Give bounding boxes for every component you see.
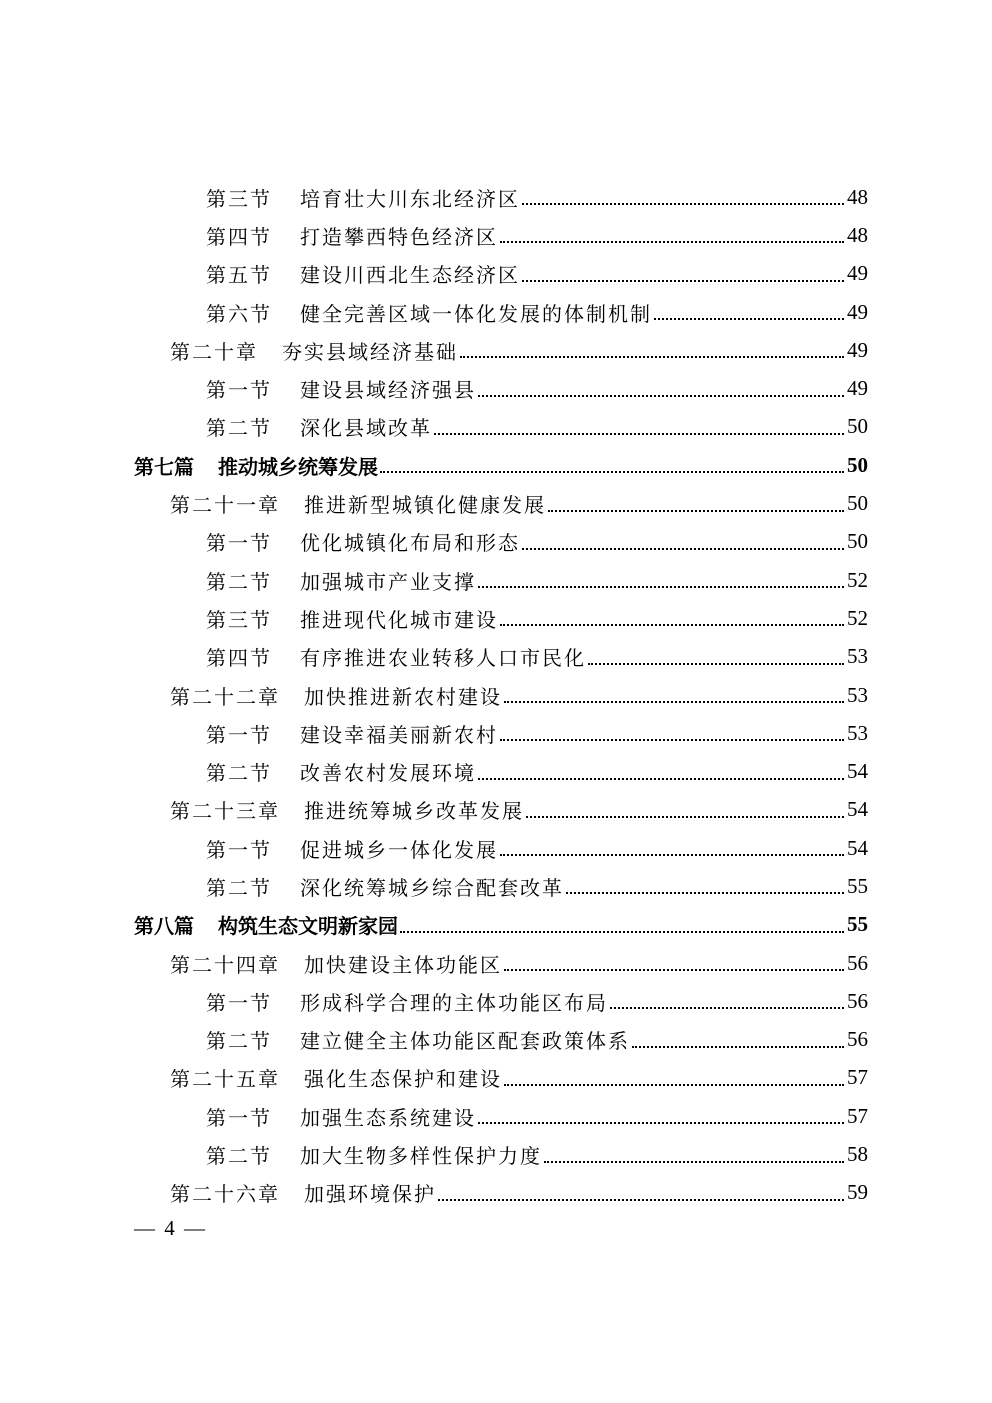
- toc-entry-number: 第四节: [206, 224, 272, 249]
- dot-leader: [654, 318, 844, 320]
- toc-entry-title: 打造攀西特色经济区: [300, 224, 498, 249]
- dot-leader: [522, 548, 844, 550]
- dot-leader: [400, 931, 844, 933]
- toc-entry-page: 54: [847, 759, 868, 784]
- toc-entry[interactable]: [0, 1097, 992, 1135]
- toc-entry-title: 加大生物多样性保护力度: [300, 1144, 542, 1169]
- toc-entry-title: 强化生态保护和建设: [304, 1067, 502, 1092]
- toc-entry[interactable]: [0, 1059, 992, 1097]
- toc-entry-title: 建设川西北生态经济区: [300, 263, 520, 288]
- toc-entry-page: 49: [847, 376, 868, 401]
- toc-entry-page: 50: [847, 529, 868, 554]
- toc-entry-page: 53: [847, 644, 868, 669]
- toc-entry-number: 第二节: [206, 875, 272, 900]
- toc-entry-title: 培育壮大川东北经济区: [300, 186, 520, 211]
- toc-entry[interactable]: [0, 638, 992, 676]
- toc-entry[interactable]: [0, 829, 992, 867]
- dot-leader: [438, 1199, 844, 1201]
- dot-leader: [478, 778, 844, 780]
- toc-entry-number: 第一节: [206, 722, 272, 747]
- toc-entry-title: 推进现代化城市建设: [300, 607, 498, 632]
- dot-leader: [434, 433, 844, 435]
- dot-leader: [500, 739, 844, 741]
- toc-entry[interactable]: [0, 982, 992, 1020]
- toc-entry[interactable]: [0, 446, 992, 484]
- toc-entry[interactable]: [0, 867, 992, 905]
- toc-entry-number: 第二十三章: [170, 799, 280, 824]
- toc-entry-title: 构筑生态文明新家园: [218, 914, 398, 939]
- toc-entry-page: 49: [847, 337, 868, 362]
- toc-entry[interactable]: [0, 216, 992, 254]
- toc-entry-number: 第八篇: [134, 914, 194, 939]
- toc-entry-title: 有序推进农业转移人口市民化: [300, 646, 586, 671]
- toc-entry-number: 第一节: [206, 990, 272, 1015]
- toc-entry-title: 加强城市产业支撑: [300, 569, 476, 594]
- toc-entry-page: 50: [847, 414, 868, 439]
- toc-entry-number: 第二节: [206, 416, 272, 441]
- dot-leader: [478, 586, 844, 588]
- toc-entry-page: 58: [847, 1142, 868, 1167]
- dot-leader: [500, 241, 844, 243]
- dot-leader: [504, 969, 844, 971]
- toc-entry-number: 第二十六章: [170, 1182, 280, 1207]
- toc-entry-number: 第一节: [206, 531, 272, 556]
- toc-entry-page: 59: [847, 1180, 868, 1205]
- toc-entry[interactable]: [0, 676, 992, 714]
- toc-entry[interactable]: [0, 1174, 992, 1212]
- toc-entry-page: 54: [847, 835, 868, 860]
- toc-entry-title: 加快推进新农村建设: [304, 684, 502, 709]
- toc-entry[interactable]: [0, 293, 992, 331]
- toc-entry[interactable]: [0, 714, 992, 752]
- toc-entry-title: 深化统筹城乡综合配套改革: [300, 875, 564, 900]
- toc-entry-number: 第四节: [206, 646, 272, 671]
- toc-entry[interactable]: [0, 599, 992, 637]
- toc-entry-page: 53: [847, 682, 868, 707]
- dot-leader: [500, 624, 844, 626]
- toc-entry-page: 56: [847, 988, 868, 1013]
- toc-entry-number: 第二节: [206, 1144, 272, 1169]
- toc-entry-title: 推进统筹城乡改革发展: [304, 799, 524, 824]
- toc-entry-page: 50: [847, 491, 868, 516]
- toc-entry-page: 53: [847, 720, 868, 745]
- toc-entry-page: 55: [847, 873, 868, 898]
- toc-entry-page: 48: [847, 184, 868, 209]
- toc-entry-number: 第二十一章: [170, 493, 280, 518]
- toc-entry-page: 49: [847, 261, 868, 286]
- toc-entry-number: 第二十四章: [170, 952, 280, 977]
- toc-entry-number: 第二十五章: [170, 1067, 280, 1092]
- toc-entry-number: 第五节: [206, 263, 272, 288]
- dot-leader: [504, 1084, 844, 1086]
- toc-entry-number: 第二十二章: [170, 684, 280, 709]
- toc-entry-number: 第二十章: [170, 339, 258, 364]
- dot-leader: [566, 892, 844, 894]
- toc-entry-title: 建设县域经济强县: [300, 378, 476, 403]
- toc-entry[interactable]: [0, 523, 992, 561]
- toc-entry[interactable]: [0, 791, 992, 829]
- toc-entry-number: 第七篇: [134, 454, 194, 479]
- toc-entry-number: 第三节: [206, 186, 272, 211]
- dot-leader: [504, 701, 844, 703]
- toc-entry[interactable]: [0, 369, 992, 407]
- dot-leader: [478, 1122, 844, 1124]
- dot-leader: [548, 510, 844, 512]
- toc-entry[interactable]: [0, 408, 992, 446]
- dot-leader: [588, 663, 844, 665]
- toc-entry[interactable]: [0, 178, 992, 216]
- toc-entry-title: 推动城乡统筹发展: [218, 454, 378, 479]
- toc-entry-page: 48: [847, 222, 868, 247]
- toc-entry-page: 54: [847, 797, 868, 822]
- toc-entry[interactable]: [0, 484, 992, 522]
- toc-entry-title: 推进新型城镇化健康发展: [304, 493, 546, 518]
- toc-entry[interactable]: [0, 561, 992, 599]
- toc-entry[interactable]: [0, 752, 992, 790]
- toc-entry-number: 第一节: [206, 378, 272, 403]
- toc-entry-title: 加强环境保护: [304, 1182, 436, 1207]
- toc-entry-number: 第一节: [206, 1105, 272, 1130]
- dot-leader: [380, 471, 844, 473]
- toc-entry-title: 深化县域改革: [300, 416, 432, 441]
- toc-entry-page: 56: [847, 1027, 868, 1052]
- dot-leader: [522, 280, 844, 282]
- toc-entry-title: 健全完善区域一体化发展的体制机制: [300, 301, 652, 326]
- toc-entry[interactable]: [0, 1021, 992, 1059]
- toc-entry-title: 建设幸福美丽新农村: [300, 722, 498, 747]
- toc-entry-title: 建立健全主体功能区配套政策体系: [300, 1029, 630, 1054]
- toc-entry-title: 加快建设主体功能区: [304, 952, 502, 977]
- table-of-contents: [0, 178, 992, 1212]
- toc-entry-number: 第六节: [206, 301, 272, 326]
- toc-entry-title: 形成科学合理的主体功能区布局: [300, 990, 608, 1015]
- dot-leader: [460, 356, 844, 358]
- toc-entry[interactable]: [0, 1135, 992, 1173]
- toc-entry-number: 第三节: [206, 607, 272, 632]
- dot-leader: [478, 395, 844, 397]
- dot-leader: [632, 1046, 844, 1048]
- toc-entry-title: 促进城乡一体化发展: [300, 837, 498, 862]
- dot-leader: [610, 1007, 844, 1009]
- toc-entry-title: 优化城镇化布局和形态: [300, 531, 520, 556]
- toc-entry-page: 49: [847, 299, 868, 324]
- toc-entry-title: 改善农村发展环境: [300, 761, 476, 786]
- toc-entry-page: 52: [847, 567, 868, 592]
- toc-entry-page: 52: [847, 605, 868, 630]
- toc-entry-title: 夯实县域经济基础: [282, 339, 458, 364]
- page-number: — 4 —: [134, 1216, 207, 1240]
- toc-entry-title: 加强生态系统建设: [300, 1105, 476, 1130]
- toc-entry[interactable]: [0, 944, 992, 982]
- toc-entry[interactable]: [0, 255, 992, 293]
- toc-entry-page: 55: [847, 912, 868, 937]
- toc-entry[interactable]: [0, 331, 992, 369]
- dot-leader: [526, 816, 844, 818]
- toc-entry[interactable]: [0, 906, 992, 944]
- toc-entry-page: 50: [847, 452, 868, 477]
- dot-leader: [522, 203, 844, 205]
- toc-entry-page: 57: [847, 1065, 868, 1090]
- dot-leader: [500, 854, 844, 856]
- toc-entry-number: 第二节: [206, 1029, 272, 1054]
- toc-entry-number: 第二节: [206, 761, 272, 786]
- toc-entry-page: 57: [847, 1103, 868, 1128]
- toc-entry-number: 第二节: [206, 569, 272, 594]
- toc-entry-page: 56: [847, 950, 868, 975]
- dot-leader: [544, 1161, 844, 1163]
- toc-entry-number: 第一节: [206, 837, 272, 862]
